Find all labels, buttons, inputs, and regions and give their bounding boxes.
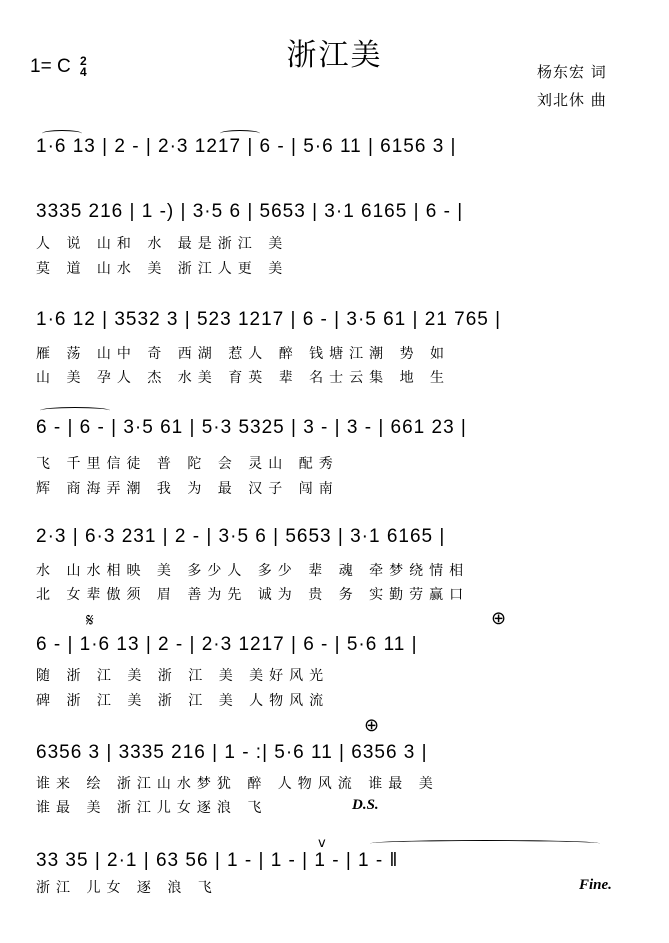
- song-title: 浙江美: [286, 38, 383, 73]
- dal-segno-mark: D.S.: [352, 797, 379, 813]
- notation-line: 6 - | 6 - | 3·5 61 | 5·3 5325 | 3 - | 3 - | 661 23 |: [36, 417, 467, 438]
- notation-line: 6356 3 | 3335 216 | 1 - :| 5·6 11 | 6356 3 |: [36, 742, 428, 763]
- notation-line: 1·6 13 | 2 - | 2·3 1217 | 6 - | 5·6 11 | 6156 3 |: [36, 136, 457, 157]
- time-bottom: 4: [79, 65, 87, 79]
- score-system-2: [0, 187, 669, 287]
- slur: [370, 840, 600, 847]
- notation-line: 33 35 | 2·1 | 63 56 | 1 - | 1 - | 1 - | 1 - ‖: [36, 850, 399, 871]
- slur: [40, 407, 110, 414]
- lyrics-verse-1: 随 浙 江 美 浙 江 美 美好风光: [36, 668, 330, 684]
- notation-line: 1·6 12 | 3532 3 | 523 1217 | 6 - | 3·5 61 | 21 765 |: [36, 309, 502, 330]
- segno-sign: 𝄋: [86, 610, 94, 631]
- lyrics-verse-2: 北 女辈傲须 眉 善为先 诚为 贵 务 实勤劳赢口: [36, 587, 470, 603]
- lyrics-verse-2: 莫 道 山水 美 浙江人更 美: [36, 261, 289, 277]
- score-system-5: [0, 512, 669, 612]
- coda-sign: ⊕: [364, 715, 380, 736]
- notation-line: 3335 216 | 1 -) | 3·5 6 | 5653 | 3·1 6165 | 6 - |: [36, 201, 464, 222]
- slur: [42, 130, 82, 137]
- coda-sign: ⊕: [491, 608, 507, 629]
- lyrics-verse-1: 雁 荡 山中 奇 西湖 惹人 醉 钱塘江潮 势 如: [36, 346, 451, 362]
- lyricist-credit: 杨东宏 词: [537, 63, 607, 81]
- lyrics-verse-2: 谁最 美 浙江儿女逐浪 飞: [36, 800, 268, 816]
- lyrics-verse-1: 人 说 山和 水 最是浙江 美: [36, 236, 289, 252]
- slur: [220, 130, 260, 137]
- fine-mark: Fine.: [579, 877, 612, 893]
- breath-mark: v: [318, 836, 326, 851]
- score-system-8: [0, 836, 669, 936]
- time-signature: [80, 56, 87, 78]
- lyrics-verse-2: 辉 商海弄潮 我 为 最 汉子 闯南: [36, 481, 339, 497]
- notation-line: 6 - | 1·6 13 | 2 - | 2·3 1217 | 6 - | 5·6 11 |: [36, 634, 418, 655]
- lyrics-verse-2: 碑 浙 江 美 浙 江 美 人物风流: [36, 693, 330, 709]
- score-system-6: [0, 608, 669, 720]
- key-signature: [30, 56, 87, 78]
- notation-line: 2·3 | 6·3 231 | 2 - | 3·5 6 | 5653 | 3·1 6165 |: [36, 526, 446, 547]
- lyrics-verse-1: 浙江 儿女 逐 浪 飞: [36, 880, 218, 896]
- time-top: 2: [79, 54, 87, 68]
- score-system-3: [0, 295, 669, 395]
- score-system-4: [0, 403, 669, 503]
- lyrics-verse-1: 水 山水相映 美 多少人 多少 辈 魂 牵梦绕情相: [36, 563, 470, 579]
- lyrics-verse-1: 谁来 绘 浙江山水梦犹 醉 人物风流 谁最 美: [36, 776, 439, 792]
- lyrics-verse-2: 山 美 孕人 杰 水美 育英 辈 名士云集 地 生: [36, 370, 451, 386]
- lyrics-verse-1: 飞 千里信徒 普 陀 会 灵山 配秀: [36, 456, 339, 472]
- score-system-7: [0, 715, 669, 828]
- key-label: 1= C: [30, 56, 71, 78]
- composer-credit: 刘北休 曲: [537, 91, 607, 109]
